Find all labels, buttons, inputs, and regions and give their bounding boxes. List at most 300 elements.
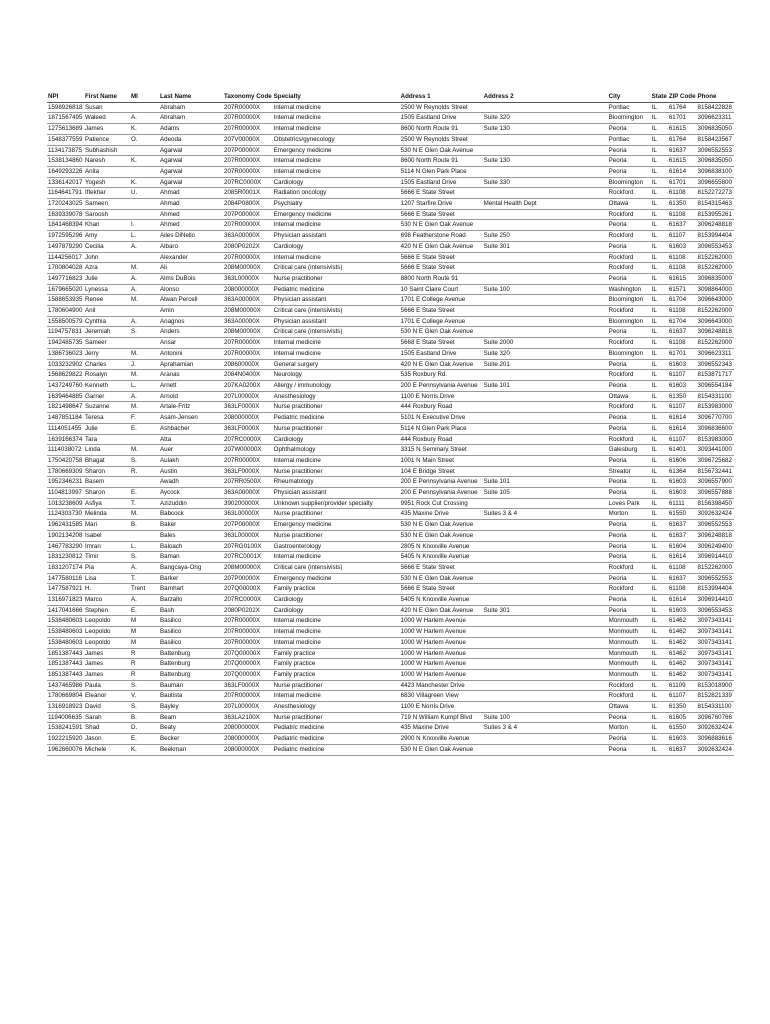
first-name-cell: Susan [84, 102, 130, 113]
table-row [47, 669, 734, 680]
address-2-cell [483, 434, 608, 445]
mi-cell: I. [130, 220, 159, 231]
first-name-cell: Michele [84, 744, 130, 755]
address-2-cell [483, 648, 608, 659]
provider-list-document [47, 92, 734, 756]
taxonomy-code-cell: 208000000X [223, 413, 273, 424]
specialty-cell: Anesthesiology [273, 702, 400, 713]
address-1-cell: 1000 W Harlem Avenue [400, 627, 483, 638]
table-row [47, 445, 734, 456]
first-name-cell: Paula [84, 680, 130, 691]
city-cell: Peoria [608, 166, 650, 177]
address-2-cell [483, 530, 608, 541]
address-1-cell: 530 N E Glen Oak Avenue [400, 530, 483, 541]
city-cell: Peoria [608, 520, 650, 531]
table-row [47, 530, 734, 541]
phone-cell: 8152262000 [697, 338, 734, 349]
address-1-cell: 1701 E College Avenue [400, 295, 483, 306]
phone-cell: 8158423567 [697, 134, 734, 145]
table-row [47, 134, 734, 145]
phone-cell: 3096760766 [697, 712, 734, 723]
first-name-cell: Tara [84, 434, 130, 445]
last-name-cell: Battenburg [159, 659, 223, 670]
npi-cell: 1639339078 [47, 209, 84, 220]
phone-cell: 3092632424 [697, 744, 734, 755]
address-1-cell: 435 Maxine Drive [400, 723, 483, 734]
first-name-cell: Leopoldo [84, 616, 130, 627]
address-2-cell: Suites 3 & 4 [483, 723, 608, 734]
last-name-cell: Beam [159, 712, 223, 723]
city-cell: Rockford [608, 680, 650, 691]
table-row [47, 541, 734, 552]
phone-cell: 3096248818 [697, 530, 734, 541]
first-name-cell: Teresa [84, 413, 130, 424]
phone-cell: 3096249400 [697, 541, 734, 552]
phone-cell: 3096248818 [697, 327, 734, 338]
taxonomy-code-cell: 2080P0202X [223, 605, 273, 616]
phone-cell: 3096655800 [697, 177, 734, 188]
first-name-cell: Anil [84, 306, 130, 317]
npi-cell: 1831207174 [47, 562, 84, 573]
table-row [47, 637, 734, 648]
zip-code-cell: 61764 [668, 102, 697, 113]
mi-cell: M. [130, 263, 159, 274]
address-2-cell [483, 445, 608, 456]
taxonomy-code-cell: 207Q00000X [223, 584, 273, 595]
address-2-cell: Suite 301 [483, 605, 608, 616]
zip-code-cell: 61614 [668, 413, 697, 424]
phone-cell: 3096835050 [697, 124, 734, 135]
taxonomy-code-cell: 207RC0000X [223, 434, 273, 445]
specialty-cell: Psychiatry [273, 199, 400, 210]
address-2-cell: Suite 320 [483, 113, 608, 124]
first-name-cell: Shad [84, 723, 130, 734]
taxonomy-code-cell: 207R00000X [223, 338, 273, 349]
state-cell: IL [650, 380, 668, 391]
zip-code-cell: 61614 [668, 552, 697, 563]
address-2-cell [483, 145, 608, 156]
taxonomy-code-cell: 390200000X [223, 498, 273, 509]
taxonomy-code-cell: 208M00000X [223, 562, 273, 573]
npi-cell: 1275613689 [47, 124, 84, 135]
taxonomy-code-cell: 208000000X [223, 723, 273, 734]
state-cell: IL [650, 669, 668, 680]
state-cell: IL [650, 327, 668, 338]
address-1-cell: 420 N E Glen Oak Avenue [400, 605, 483, 616]
mi-cell: M [130, 627, 159, 638]
address-1-cell: 444 Roxbury Road [400, 434, 483, 445]
mi-cell: S. [130, 327, 159, 338]
mi-cell: M. [130, 295, 159, 306]
col-header-city: City [608, 92, 650, 102]
mi-cell [130, 102, 159, 113]
address-2-cell [483, 659, 608, 670]
state-cell: IL [650, 402, 668, 413]
address-2-cell [483, 188, 608, 199]
address-1-cell: 5114 N Glen Park Place [400, 166, 483, 177]
city-cell: Peoria [608, 712, 650, 723]
address-1-cell: 444 Roxbury Road [400, 402, 483, 413]
npi-cell: 1639464885 [47, 391, 84, 402]
phone-cell: 8152821339 [697, 691, 734, 702]
state-cell: IL [650, 691, 668, 702]
first-name-cell: Imran [84, 541, 130, 552]
taxonomy-code-cell: 208M00000X [223, 263, 273, 274]
zip-code-cell: 61603 [668, 477, 697, 488]
city-cell: Loves Park [608, 498, 650, 509]
zip-code-cell: 61108 [668, 263, 697, 274]
specialty-cell: General surgery [273, 359, 400, 370]
city-cell: Monmouth [608, 659, 650, 670]
zip-code-cell: 61107 [668, 691, 697, 702]
city-cell: Peoria [608, 552, 650, 563]
zip-code-cell: 61462 [668, 659, 697, 670]
last-name-cell: Arnett [159, 380, 223, 391]
city-cell: Rockford [608, 263, 650, 274]
last-name-cell: Beaty [159, 723, 223, 734]
address-1-cell: 530 N E Glen Oak Avenue [400, 573, 483, 584]
last-name-cell: Babcock [159, 509, 223, 520]
mi-cell: L. [130, 380, 159, 391]
last-name-cell: Bangcaya-Ong [159, 562, 223, 573]
address-1-cell: 8600 North Route 91 [400, 156, 483, 167]
phone-cell: 3096623311 [697, 348, 734, 359]
taxonomy-code-cell: 207P00000X [223, 145, 273, 156]
address-2-cell: Suite 330 [483, 177, 608, 188]
mi-cell [130, 252, 159, 263]
npi-cell: 1598926818 [47, 102, 84, 113]
taxonomy-code-cell: 363LF0000X [223, 680, 273, 691]
col-header-last-name: Last Name [159, 92, 223, 102]
mi-cell: E. [130, 488, 159, 499]
npi-cell: 1851387443 [47, 648, 84, 659]
address-2-cell [483, 520, 608, 531]
first-name-cell: Mari [84, 520, 130, 531]
first-name-cell: Cynthia [84, 316, 130, 327]
mi-cell: M. [130, 348, 159, 359]
address-1-cell: 1207 Starfire Drive [400, 199, 483, 210]
taxonomy-code-cell: 208000000X [223, 284, 273, 295]
state-cell: IL [650, 177, 668, 188]
specialty-cell: Internal medicine [273, 552, 400, 563]
address-2-cell: Suite 105 [483, 488, 608, 499]
state-cell: IL [650, 145, 668, 156]
city-cell: Bloomington [608, 295, 650, 306]
address-1-cell: 2900 N Knoxville Avenue [400, 734, 483, 745]
city-cell: Peoria [608, 241, 650, 252]
taxonomy-code-cell: 2084P0800X [223, 199, 273, 210]
phone-cell: 3092632424 [697, 509, 734, 520]
state-cell: IL [650, 156, 668, 167]
address-2-cell [483, 744, 608, 755]
specialty-cell: Internal medicine [273, 338, 400, 349]
address-1-cell: 2500 W Reynolds Street [400, 102, 483, 113]
address-1-cell: 5666 E State Street [400, 562, 483, 573]
city-cell: Peoria [608, 734, 650, 745]
address-1-cell: 5114 N Glen Park Place [400, 423, 483, 434]
address-1-cell: 420 N E Glen Oak Avenue [400, 241, 483, 252]
npi-cell: 1033232902 [47, 359, 84, 370]
first-name-cell: Kenneth [84, 380, 130, 391]
state-cell: IL [650, 273, 668, 284]
phone-cell: 3098864000 [697, 284, 734, 295]
address-2-cell [483, 627, 608, 638]
zip-code-cell: 61550 [668, 723, 697, 734]
specialty-cell: Internal medicine [273, 124, 400, 135]
last-name-cell: Baloach [159, 541, 223, 552]
address-1-cell: 1100 E Norris Drive [400, 702, 483, 713]
last-name-cell: Adeoda [159, 134, 223, 145]
address-2-cell [483, 134, 608, 145]
phone-cell: 3096835000 [697, 273, 734, 284]
table-row [47, 231, 734, 242]
npi-cell: 1316918923 [47, 702, 84, 713]
specialty-cell: Internal medicine [273, 102, 400, 113]
zip-code-cell: 61350 [668, 702, 697, 713]
state-cell: IL [650, 488, 668, 499]
zip-code-cell: 61350 [668, 199, 697, 210]
mi-cell: A. [130, 562, 159, 573]
address-1-cell: 530 N E Glen Oak Avenue [400, 520, 483, 531]
specialty-cell: Neurology [273, 370, 400, 381]
state-cell: IL [650, 188, 668, 199]
city-cell: Ottawa [608, 391, 650, 402]
table-row [47, 648, 734, 659]
first-name-cell: Rosalyn [84, 370, 130, 381]
last-name-cell: Basilico [159, 616, 223, 627]
zip-code-cell: 61606 [668, 455, 697, 466]
specialty-cell: Radiation oncology [273, 188, 400, 199]
table-row [47, 562, 734, 573]
npi-cell: 1649293226 [47, 166, 84, 177]
zip-code-cell: 61764 [668, 134, 697, 145]
first-name-cell: Leopoldo [84, 627, 130, 638]
npi-cell: 1497716823 [47, 273, 84, 284]
state-cell: IL [650, 562, 668, 573]
phone-cell: 8153983000 [697, 402, 734, 413]
npi-cell: 1548377559 [47, 134, 84, 145]
address-2-cell [483, 702, 608, 713]
specialty-cell: Critical care (intensivists) [273, 327, 400, 338]
first-name-cell: Pia [84, 562, 130, 573]
npi-cell: 1114038072 [47, 445, 84, 456]
zip-code-cell: 61571 [668, 284, 697, 295]
state-cell: IL [650, 423, 668, 434]
city-cell: Pontiac [608, 102, 650, 113]
col-header-specialty: Specialty [273, 92, 400, 102]
city-cell: Streator [608, 466, 650, 477]
last-name-cell: Ahmad [159, 188, 223, 199]
phone-cell: 3096557888 [697, 488, 734, 499]
zip-code-cell: 61637 [668, 530, 697, 541]
state-cell: IL [650, 252, 668, 263]
state-cell: IL [650, 391, 668, 402]
first-name-cell: James [84, 648, 130, 659]
zip-code-cell: 61108 [668, 306, 697, 317]
col-header-state: State [650, 92, 668, 102]
last-name-cell: Alexander [159, 252, 223, 263]
taxonomy-code-cell: 363A00000X [223, 295, 273, 306]
npi-cell: 1831230812 [47, 552, 84, 563]
city-cell: Rockford [608, 188, 650, 199]
taxonomy-code-cell: 208000000X [223, 734, 273, 745]
zip-code-cell: 61462 [668, 637, 697, 648]
first-name-cell: Isabel [84, 530, 130, 541]
npi-cell: 1942485735 [47, 338, 84, 349]
npi-cell: 1962660076 [47, 744, 84, 755]
table-row [47, 209, 734, 220]
phone-cell: 8152262000 [697, 562, 734, 573]
city-cell: Peoria [608, 413, 650, 424]
last-name-cell: Ashbacher [159, 423, 223, 434]
npi-cell: 1477587921 [47, 584, 84, 595]
mi-cell: K. [130, 124, 159, 135]
npi-cell: 1750420758 [47, 455, 84, 466]
first-name-cell: Sharon [84, 466, 130, 477]
npi-cell: 1467783290 [47, 541, 84, 552]
specialty-cell: Cardiology [273, 595, 400, 606]
specialty-cell: Nurse practitioner [273, 530, 400, 541]
first-name-cell: James [84, 124, 130, 135]
city-cell: Peoria [608, 220, 650, 231]
table-row [47, 573, 734, 584]
city-cell: Rockford [608, 691, 650, 702]
mi-cell [130, 530, 159, 541]
address-1-cell: 1505 Eastland Drive [400, 177, 483, 188]
taxonomy-code-cell: 207R00000X [223, 252, 273, 263]
last-name-cell: Bash [159, 605, 223, 616]
phone-cell: 3096835050 [697, 156, 734, 167]
city-cell: Rockford [608, 338, 650, 349]
col-header-address-2: Address 2 [483, 92, 608, 102]
mi-cell: J. [130, 359, 159, 370]
npi-cell: 1336142017 [47, 177, 84, 188]
first-name-cell: Jerry [84, 348, 130, 359]
taxonomy-code-cell: 363LF0000X [223, 402, 273, 413]
first-name-cell: Anita [84, 166, 130, 177]
city-cell: Bloomington [608, 348, 650, 359]
npi-cell: 1538480603 [47, 637, 84, 648]
table-row [47, 413, 734, 424]
first-name-cell: Amy [84, 231, 130, 242]
last-name-cell: Bales [159, 530, 223, 541]
zip-code-cell: 61108 [668, 584, 697, 595]
phone-cell: 3096248818 [697, 220, 734, 231]
address-1-cell: 420 N E Glen Oak Avenue [400, 359, 483, 370]
state-cell: IL [650, 166, 668, 177]
city-cell: Rockford [608, 252, 650, 263]
mi-cell: E. [130, 734, 159, 745]
zip-code-cell: 61614 [668, 595, 697, 606]
phone-cell: 3092632424 [697, 723, 734, 734]
address-2-cell [483, 295, 608, 306]
address-2-cell: Suites 3 & 4 [483, 509, 608, 520]
last-name-cell: Aulakh [159, 455, 223, 466]
zip-code-cell: 61637 [668, 145, 697, 156]
table-row [47, 295, 734, 306]
first-name-cell: Yogesh [84, 177, 130, 188]
last-name-cell: Ansar [159, 338, 223, 349]
taxonomy-code-cell: 207R00000X [223, 102, 273, 113]
table-row [47, 241, 734, 252]
taxonomy-code-cell: 2085R0001X [223, 188, 273, 199]
mi-cell [130, 306, 159, 317]
taxonomy-code-cell: 363LF0000X [223, 466, 273, 477]
table-row [47, 380, 734, 391]
last-name-cell: Baker [159, 520, 223, 531]
first-name-cell: Patience [84, 134, 130, 145]
taxonomy-code-cell: 207P00000X [223, 573, 273, 584]
city-cell: Rockford [608, 209, 650, 220]
state-cell: IL [650, 231, 668, 242]
specialty-cell: Emergency medicine [273, 573, 400, 584]
address-2-cell [483, 562, 608, 573]
address-1-cell: 4423 Manchester Drive [400, 680, 483, 691]
address-2-cell [483, 306, 608, 317]
first-name-cell: Jason [84, 734, 130, 745]
first-name-cell: H. [84, 584, 130, 595]
address-1-cell: 530 N E Glen Oak Avenue [400, 145, 483, 156]
npi-cell: 1588653935 [47, 295, 84, 306]
address-2-cell [483, 252, 608, 263]
state-cell: IL [650, 723, 668, 734]
address-1-cell: 1000 W Harlem Avenue [400, 648, 483, 659]
phone-cell: 8152262000 [697, 252, 734, 263]
last-name-cell: Beekman [159, 744, 223, 755]
address-2-cell [483, 402, 608, 413]
address-1-cell: 6830 Villagreen View [400, 691, 483, 702]
city-cell: Rockford [608, 370, 650, 381]
first-name-cell: Azra [84, 263, 130, 274]
last-name-cell: Becker [159, 734, 223, 745]
taxonomy-code-cell: 208M00000X [223, 306, 273, 317]
last-name-cell: Awadh [159, 477, 223, 488]
address-1-cell: 104 E Bridge Street [400, 466, 483, 477]
state-cell: IL [650, 616, 668, 627]
mi-cell: M. [130, 445, 159, 456]
specialty-cell: Gastroenterology [273, 541, 400, 552]
state-cell: IL [650, 209, 668, 220]
city-cell: Bloomington [608, 316, 650, 327]
mi-cell: L. [130, 231, 159, 242]
npi-cell: 1538241591 [47, 723, 84, 734]
zip-code-cell: 61401 [668, 445, 697, 456]
mi-cell [130, 145, 159, 156]
zip-code-cell: 61107 [668, 231, 697, 242]
specialty-cell: Internal medicine [273, 156, 400, 167]
col-header-mi: MI [130, 92, 159, 102]
address-2-cell [483, 552, 608, 563]
address-1-cell: 5668 E State Street [400, 338, 483, 349]
city-cell: Ottawa [608, 702, 650, 713]
mi-cell: M [130, 616, 159, 627]
address-2-cell [483, 595, 608, 606]
address-2-cell [483, 166, 608, 177]
taxonomy-code-cell: 207R00000X [223, 627, 273, 638]
mi-cell: M [130, 637, 159, 648]
npi-cell: 1871567495 [47, 113, 84, 124]
taxonomy-code-cell: 207Q00000X [223, 648, 273, 659]
mi-cell: K. [130, 744, 159, 755]
npi-cell: 1417041666 [47, 605, 84, 616]
address-1-cell: 8600 North Route 91 [400, 124, 483, 135]
specialty-cell: Pediatric medicine [273, 723, 400, 734]
state-cell: IL [650, 627, 668, 638]
address-2-cell [483, 498, 608, 509]
state-cell: IL [650, 498, 668, 509]
state-cell: IL [650, 445, 668, 456]
state-cell: IL [650, 348, 668, 359]
